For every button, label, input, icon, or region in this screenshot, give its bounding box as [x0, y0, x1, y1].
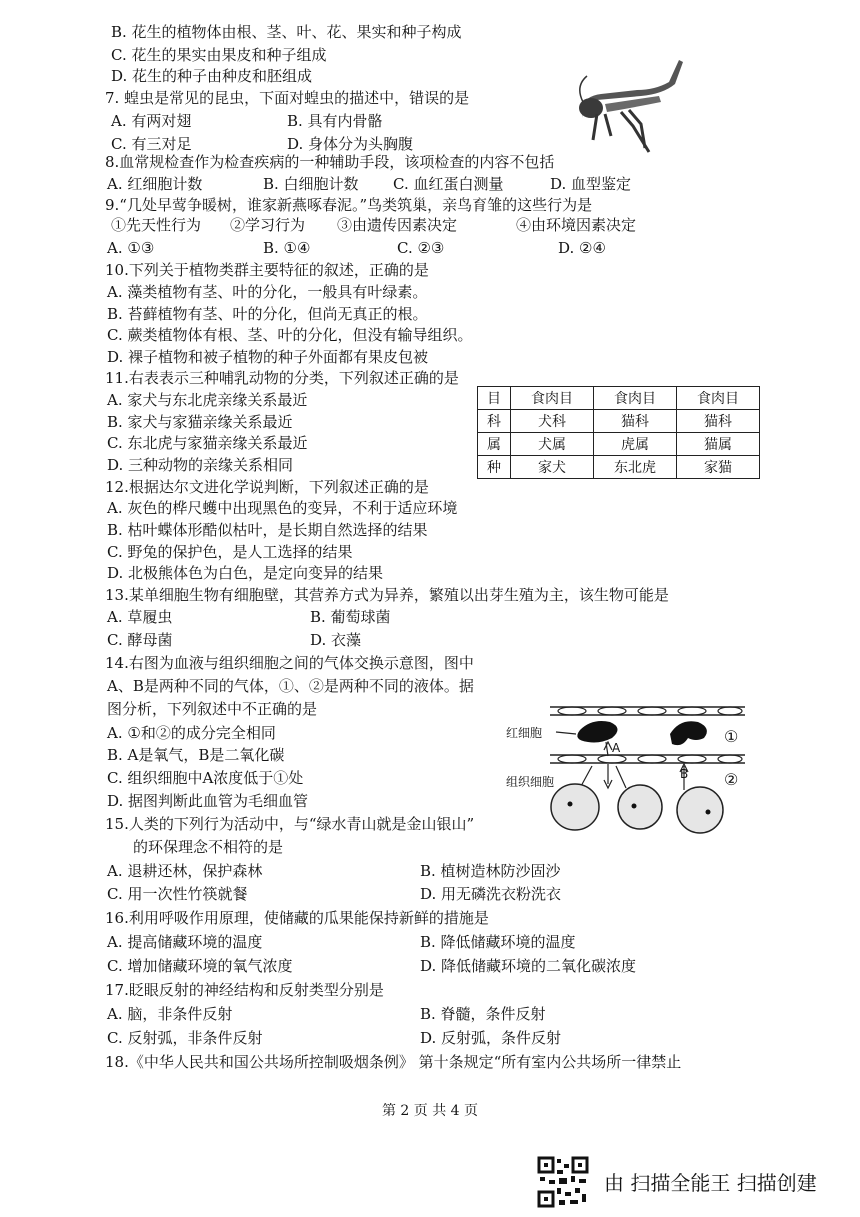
q10-option-d: D. 裸子植物和被子植物的种子外面都有果皮包被 [107, 348, 429, 366]
table-row [478, 433, 760, 456]
q17-option-a: A. 脑，非条件反射 [107, 1005, 233, 1023]
q6-option-b: B. 花生的植物体由根、茎、叶、花、果实和种子构成 [111, 23, 462, 41]
table-row [478, 410, 760, 433]
q12-option-c: C. 野兔的保护色，是人工选择的结果 [107, 543, 353, 561]
q16-option-d: D. 降低储藏环境的二氧化碳浓度 [420, 957, 637, 975]
q14-option-b: B. A是氧气，B是二氧化碳 [107, 746, 285, 764]
classification-table [477, 386, 760, 479]
capillary-gas-exchange-diagram [500, 700, 755, 835]
q15-option-c: C. 用一次性竹筷就餐 [107, 885, 248, 903]
grasshopper-image [575, 56, 690, 156]
q11-option-c: C. 东北虎与家猫亲缘关系最近 [107, 434, 308, 452]
q11-option-a: A. 家犬与东北虎亲缘关系最近 [107, 391, 308, 409]
q12-option-a: A. 灰色的桦尺蠖中出现黑色的变异，不利于适应环境 [107, 499, 458, 517]
q14-option-a: A. ①和②的成分完全相同 [107, 724, 276, 742]
tissue-cell-label: 组织细胞 [506, 775, 555, 789]
q7-option-d: D. 身体分为头胸腹 [287, 135, 414, 153]
q10-option-b: B. 苔藓植物有茎、叶的分化，但尚无真正的根。 [107, 305, 428, 323]
q8-option-c: C. 血红蛋白测量 [393, 175, 504, 193]
page-number: 第 2 页 共 4 页 [381, 1103, 479, 1119]
q7-stem: 7. 蝗虫是常见的昆虫，下面对蝗虫的描述中，错误的是 [105, 89, 470, 107]
table-cell: 东北虎 [594, 456, 677, 479]
q11-option-b: B. 家犬与家猫亲缘关系最近 [107, 413, 293, 431]
q17-option-d: D. 反射弧，条件反射 [420, 1029, 562, 1047]
qr-code-icon [537, 1156, 589, 1208]
table-cell: 食肉目 [594, 387, 677, 410]
q15-stem-1: 15.人类的下列行为活动中，与“绿水青山就是金山银山” [105, 815, 475, 833]
table-cell: 属 [478, 433, 511, 456]
table-cell: 虎属 [594, 433, 677, 456]
q13-option-d: D. 衣藻 [310, 631, 362, 649]
q12-stem: 12.根据达尔文进化学说判断，下列叙述正确的是 [105, 478, 429, 496]
q13-stem: 13.某单细胞生物有细胞壁，其营养方式为异养，繁殖以出芽生殖为主，该生物可能是 [105, 586, 669, 604]
gas-a-label: A [612, 741, 621, 755]
q15-stem-2: 的环保理念不相符的是 [133, 838, 284, 856]
q12-option-d: D. 北极熊体色为白色，是定向变异的结果 [107, 564, 384, 582]
q18-stem: 18.《中华人民共和国公共场所控制吸烟条例》 第十条规定“所有室内公共场所一律禁止 [105, 1053, 682, 1071]
q10-option-a: A. 藻类植物有茎、叶的分化，一般具有叶绿素。 [107, 283, 428, 301]
q9-option-a: A. ①③ [107, 239, 155, 257]
q6-option-d: D. 花生的种子由种皮和胚组成 [111, 67, 313, 85]
scanner-watermark: 由 扫描全能王 扫描创建 [604, 1171, 817, 1195]
q9-statement-2: ②学习行为 [230, 216, 306, 234]
q16-stem: 16.利用呼吸作用原理，使储藏的瓜果能保持新鲜的措施是 [105, 909, 489, 927]
q13-option-c: C. 酵母菌 [107, 631, 173, 649]
q9-stem: 9.“几处早莺争暖树，谁家新燕啄春泥。”鸟类筑巢，亲鸟育雏的这些行为是 [105, 196, 593, 214]
q8-option-a: A. 红细胞计数 [107, 175, 203, 193]
fluid-2-label: ② [724, 770, 739, 789]
q9-option-c: C. ②③ [397, 239, 445, 257]
table-cell: 犬属 [511, 433, 594, 456]
q14-option-d: D. 据图判断此血管为毛细血管 [107, 792, 309, 810]
q14-stem-1: 14.右图为血液与组织细胞之间的气体交换示意图，图中 [105, 654, 474, 672]
table-row [478, 456, 760, 479]
q9-statement-1: ①先天性行为 [111, 216, 202, 234]
q13-option-a: A. 草履虫 [107, 608, 173, 626]
gas-b-label: B [680, 767, 689, 781]
q9-statement-4: ④由环境因素决定 [516, 216, 637, 234]
q13-option-b: B. 葡萄球菌 [310, 608, 391, 626]
q16-option-a: A. 提高储藏环境的温度 [107, 933, 263, 951]
table-cell: 猫属 [677, 433, 760, 456]
q8-option-b: B. 白细胞计数 [263, 175, 359, 193]
table-cell: 犬科 [511, 410, 594, 433]
q17-option-b: B. 脊髓，条件反射 [420, 1005, 546, 1023]
table-cell: 科 [478, 410, 511, 433]
q6-option-c: C. 花生的果实由果皮和种子组成 [111, 46, 327, 64]
q11-option-d: D. 三种动物的亲缘关系相同 [107, 456, 294, 474]
q15-option-a: A. 退耕还林，保护森林 [107, 862, 263, 880]
table-row [478, 387, 760, 410]
q10-stem: 10.下列关于植物类群主要特征的叙述，正确的是 [105, 261, 429, 279]
q14-stem-2: A、B是两种不同的气体，①、②是两种不同的液体。据 [107, 677, 474, 695]
q16-option-b: B. 降低储藏环境的温度 [420, 933, 576, 951]
q15-option-b: B. 植树造林防沙固沙 [420, 862, 561, 880]
q12-option-b: B. 枯叶蝶体形酷似枯叶，是长期自然选择的结果 [107, 521, 428, 539]
table-cell: 家猫 [677, 456, 760, 479]
table-cell: 猫科 [594, 410, 677, 433]
table-cell: 家犬 [511, 456, 594, 479]
q7-option-c: C. 有三对足 [111, 135, 192, 153]
table-cell: 食肉目 [511, 387, 594, 410]
q9-option-d: D. ②④ [558, 239, 606, 257]
q14-option-c: C. 组织细胞中A浓度低于①处 [107, 769, 304, 787]
q16-option-c: C. 增加储藏环境的氧气浓度 [107, 957, 293, 975]
q9-option-b: B. ①④ [263, 239, 311, 257]
q8-option-d: D. 血型鉴定 [550, 175, 632, 193]
q17-stem: 17.眨眼反射的神经结构和反射类型分别是 [105, 981, 384, 999]
q7-option-a: A. 有两对翅 [111, 112, 192, 130]
q9-statement-3: ③由遗传因素决定 [337, 216, 458, 234]
table-cell: 种 [478, 456, 511, 479]
q11-stem: 11.右表表示三种哺乳动物的分类，下列叙述正确的是 [105, 369, 459, 387]
q8-stem: 8.血常规检查作为检查疾病的一种辅助手段，该项检查的内容不包括 [105, 153, 555, 171]
red-blood-cell-label: 红细胞 [506, 726, 543, 740]
table-cell: 食肉目 [677, 387, 760, 410]
q10-option-c: C. 蕨类植物体有根、茎、叶的分化，但没有输导组织。 [107, 326, 473, 344]
q15-option-d: D. 用无磷洗衣粉洗衣 [420, 885, 562, 903]
q7-option-b: B. 具有内骨骼 [287, 112, 383, 130]
fluid-1-label: ① [724, 727, 739, 746]
table-cell: 目 [478, 387, 511, 410]
table-cell: 猫科 [677, 410, 760, 433]
q17-option-c: C. 反射弧，非条件反射 [107, 1029, 263, 1047]
q14-stem-3: 图分析，下列叙述中不正确的是 [107, 700, 318, 718]
